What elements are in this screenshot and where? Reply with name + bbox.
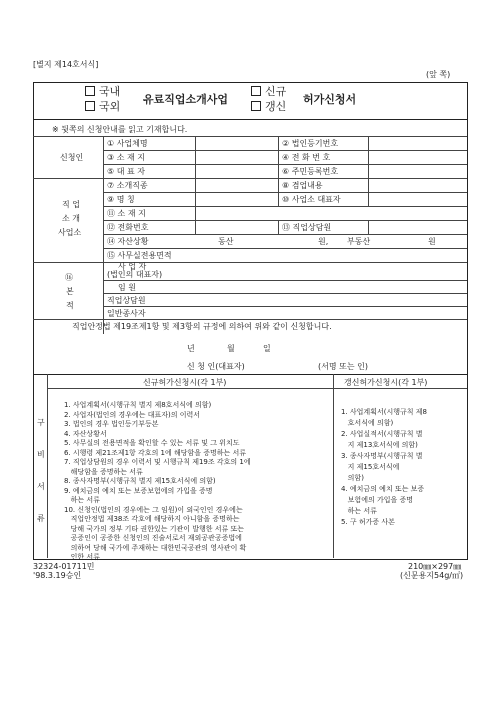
list-item: 지 제15호서식에 bbox=[341, 463, 400, 471]
office-row-line-4 bbox=[103, 234, 467, 235]
signature-label: (서명 또는 인) bbox=[318, 362, 368, 371]
domicile-label-2: 적 bbox=[66, 301, 74, 310]
applicant-label: 신청인 bbox=[60, 153, 84, 162]
form-title-main: 유료직업소개사업 bbox=[143, 93, 229, 106]
domicile-row-line-3 bbox=[103, 306, 467, 307]
fill-notice: ※ 뒷쪽의 신청안내를 읽고 기재합니다. bbox=[52, 125, 188, 134]
assets-label: ⑭ 자산상황 bbox=[107, 237, 149, 246]
domestic-option[interactable] bbox=[85, 85, 120, 98]
office-col-c2 bbox=[368, 220, 369, 234]
list-item: 2. 사업실적서(시행규칙 별 bbox=[341, 430, 423, 438]
renew-label: 갱신 bbox=[265, 100, 287, 113]
list-item: 10. 신청인(법인의 경우에는 그 임원)이 외국인인 경우에는 bbox=[64, 505, 243, 514]
applicant-row-line-2 bbox=[103, 164, 467, 165]
operator-label: 사 업 자 bbox=[118, 262, 147, 271]
form-code: 32324-01711민 bbox=[33, 562, 95, 571]
office-label-3: 사업소 bbox=[58, 228, 82, 237]
representative-label: ⑤ 대 표 자 bbox=[107, 167, 145, 176]
applicant-bottom-line bbox=[33, 178, 467, 179]
location-label: ③ 소 재 지 bbox=[107, 153, 145, 162]
new-option[interactable] bbox=[251, 85, 286, 98]
docs-side-divider bbox=[47, 374, 48, 558]
office-label-2: 소 개 bbox=[62, 214, 80, 223]
domicile-row-line-1 bbox=[103, 280, 467, 281]
front-side-label: (앞 쪽) bbox=[426, 70, 451, 79]
list-item: 9. 예치금의 예치 또는 보증보험에의 가입을 증명 bbox=[64, 486, 213, 495]
applicant-col-c bbox=[368, 136, 369, 178]
month-label: 월 bbox=[227, 344, 235, 353]
won-unit-1: 원, bbox=[318, 237, 329, 246]
list-item: 1. 사업계획서(시행규칙 제8 bbox=[341, 408, 427, 416]
list-item: 의하여 당해 국가에 주재하는 대한민국공관의 영사관이 확 bbox=[64, 543, 247, 552]
new-label: 신규 bbox=[265, 85, 287, 98]
resident-no-label: ⑥ 주민등록번호 bbox=[282, 167, 339, 176]
list-item: 1. 사업계획서(시행규칙 별지 제8호서식에 의함) bbox=[64, 401, 212, 409]
docs-top-line bbox=[33, 374, 467, 375]
side-business-label: ⑧ 겸업내용 bbox=[282, 181, 323, 190]
office-row-line-1 bbox=[103, 192, 467, 193]
docs-header-line bbox=[47, 388, 467, 389]
domicile-number: ⑯ bbox=[65, 273, 73, 282]
office-label-1: 직 업 bbox=[62, 200, 80, 209]
year-label: 년 bbox=[187, 344, 195, 353]
new-docs-list bbox=[64, 401, 251, 563]
applicant-sign-label: 신 청 인(대표자) bbox=[187, 362, 245, 371]
counselor-label: ⑬ 직업상담원 bbox=[282, 223, 332, 232]
domicile-row-line-2 bbox=[103, 293, 467, 294]
won-unit-2: 원 bbox=[428, 237, 436, 246]
domicile-bottom-line bbox=[33, 319, 467, 320]
form-number: [별지 제14호서식] bbox=[33, 60, 99, 69]
office-col-b2 bbox=[278, 220, 279, 234]
movable-assets-label: 동산 bbox=[218, 237, 234, 246]
list-item: 4. 자산상황서 bbox=[64, 429, 107, 438]
list-item: 보험에의 가입을 증명 bbox=[341, 496, 413, 504]
day-label: 일 bbox=[263, 344, 271, 353]
list-item: 4. 예치금의 예치 또는 보증 bbox=[341, 485, 425, 493]
job-types-label: ⑦ 소개직종 bbox=[107, 181, 148, 190]
notice-divider bbox=[33, 136, 467, 137]
list-item: 2. 사업자(법인의 경우에는 대표자)의 이력서 bbox=[64, 410, 200, 419]
renew-docs-header: 갱신허가신청시(각 1부) bbox=[344, 378, 428, 387]
foreign-option[interactable] bbox=[85, 100, 120, 113]
renew-checkbox[interactable] bbox=[251, 101, 261, 111]
applicant-col-b bbox=[278, 136, 279, 178]
list-item: 해당함을 증명하는 서류 bbox=[64, 467, 143, 476]
docs-side-1: 구 bbox=[37, 418, 45, 427]
approval-date: '98.3.19승인 bbox=[33, 571, 82, 580]
domestic-checkbox[interactable] bbox=[85, 86, 95, 96]
corp-rep-label: (법인의 대표자) bbox=[107, 270, 163, 279]
list-item: 호서식에 의함) bbox=[341, 419, 394, 427]
office-location-label: ⑪ 소 재 지 bbox=[107, 209, 146, 218]
business-name-label: ① 사업체명 bbox=[107, 139, 148, 148]
list-item: 인한 서류 bbox=[64, 553, 100, 561]
list-item: 의함) bbox=[341, 474, 364, 482]
paper-size: 210㎜×297㎜ bbox=[408, 562, 462, 571]
declaration-text: 직업안정법 제19조제1항 및 제3항의 규정에 의하여 위와 같이 신청합니다. bbox=[72, 322, 332, 331]
phone-label: ④ 전 화 번 호 bbox=[282, 153, 331, 162]
list-item: 7. 직업상담원의 경우 이력서 및 시행규칙 제19조 각호의 1에 bbox=[64, 458, 251, 466]
domestic-label: 국내 bbox=[99, 85, 121, 98]
domicile-label-1: 본 bbox=[66, 287, 74, 296]
renew-docs-list bbox=[341, 408, 427, 529]
office-row-line-2 bbox=[103, 206, 467, 207]
docs-side-3: 서 bbox=[37, 482, 45, 491]
list-item: 5. 구 허가증 사본 bbox=[341, 518, 395, 526]
title-divider bbox=[33, 119, 467, 120]
office-row-line-5 bbox=[103, 248, 467, 249]
applicant-row-line-1 bbox=[103, 150, 467, 151]
list-item: 당해 국가의 정부 기타 권한있는 기관이 발행한 서류 또는 bbox=[64, 524, 245, 533]
docs-col-divider bbox=[333, 374, 334, 558]
realty-label: 부동산 bbox=[347, 237, 371, 246]
office-name-label: ⑨ 명 칭 bbox=[107, 195, 135, 204]
docs-side-2: 비 bbox=[37, 450, 45, 459]
office-bottom-line bbox=[33, 262, 467, 263]
office-phone-label: ⑫ 전화번호 bbox=[107, 223, 149, 232]
officers-label: 임 원 bbox=[118, 283, 136, 292]
new-checkbox[interactable] bbox=[251, 86, 261, 96]
corp-reg-no-label: ② 법인등기번호 bbox=[282, 139, 339, 148]
new-docs-header: 신규허가신청시(각 1부) bbox=[143, 378, 227, 387]
list-item: 6. 시행령 제21조제1항 각호의 1에 해당함을 증명하는 서류 bbox=[64, 448, 247, 457]
office-row-line-3 bbox=[103, 220, 467, 221]
list-item: 직업안정법 제38조 각호에 해당하지 아니함을 증명하는 bbox=[64, 515, 240, 523]
list-item: 5. 사무실의 전용면적을 확인할 수 있는 서류 및 그 위치도 bbox=[64, 439, 240, 447]
office-rep-label: ⑩ 사업소 대표자 bbox=[282, 195, 341, 204]
paper-spec: (신문용지54g/㎡) bbox=[400, 571, 464, 580]
docs-side-4: 류 bbox=[37, 514, 45, 523]
foreign-checkbox[interactable] bbox=[85, 101, 95, 111]
applicant-col-a bbox=[195, 136, 196, 178]
list-item: 하는 서류 bbox=[341, 507, 377, 515]
label-column-divider bbox=[103, 136, 104, 334]
counselors-label: 직업상담원 bbox=[107, 296, 146, 305]
list-item: 8. 종사자명부(시행규칙 별지 제15호서식에 의함) bbox=[64, 477, 216, 485]
list-item: 지 제13호서식에 의함) bbox=[341, 441, 418, 449]
office-area-label: ⑮ 사무실전용면적 bbox=[107, 251, 172, 260]
renew-option[interactable] bbox=[251, 100, 286, 113]
list-item: 하는 서류 bbox=[64, 496, 100, 504]
form-title-suffix: 허가신청서 bbox=[303, 93, 357, 106]
list-item: 3. 법인의 경우 법인등기부등본 bbox=[64, 420, 159, 428]
list-item: 3. 종사자명부(시행규칙 별 bbox=[341, 452, 423, 460]
list-item: 공증인이 공증한 신청인의 진술서로서 재외공관공증법에 bbox=[64, 534, 242, 542]
foreign-label: 국외 bbox=[99, 100, 121, 113]
staff-label: 일반종사자 bbox=[107, 309, 146, 318]
